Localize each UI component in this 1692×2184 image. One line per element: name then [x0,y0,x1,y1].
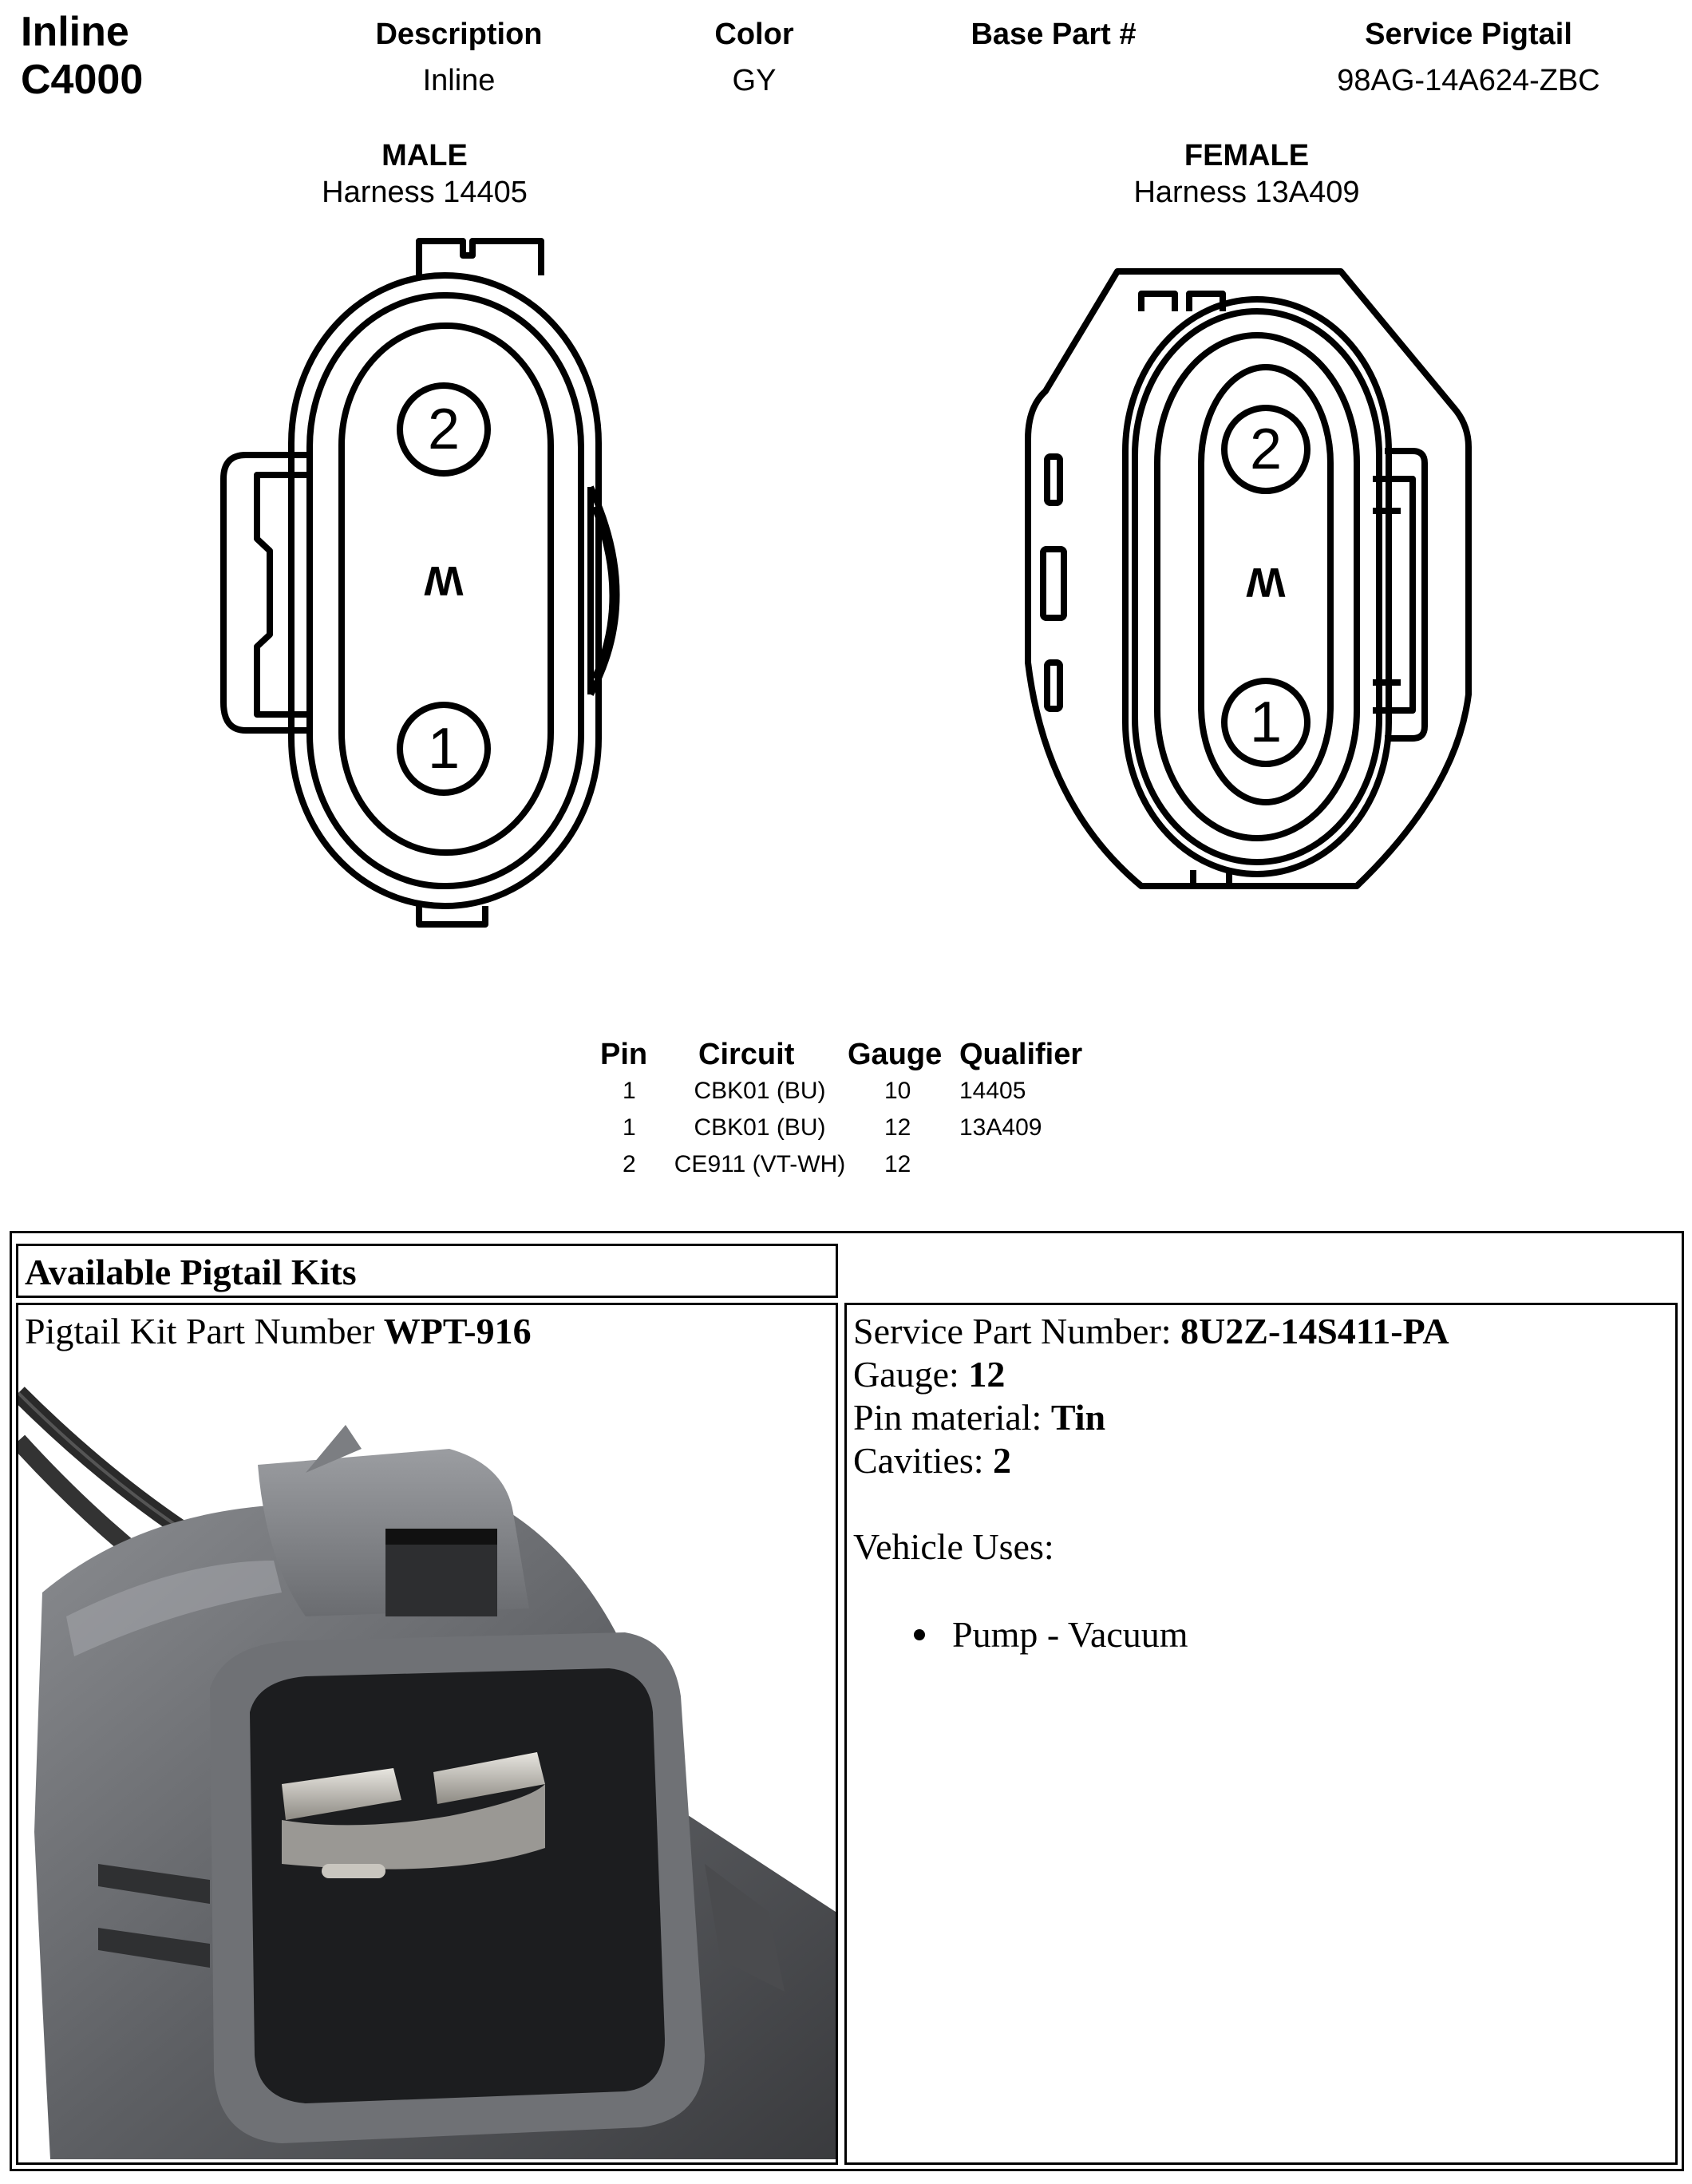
table-row [591,1114,1117,1151]
service-part-line [853,1310,1669,1353]
pin-material-line [853,1396,1669,1439]
gauge-cell: 10 [884,1078,911,1104]
pin-cell: 1 [623,1078,636,1104]
male-pin-2-label: 2 [427,398,461,461]
pigtail-kit-photo [18,1353,836,2159]
female-label: FEMALE [1184,139,1310,172]
pin-cell: 1 [623,1114,636,1141]
base-part-header: Base Part # [971,18,1137,51]
vehicle-use-label: Pump - Vacuum [952,1614,1188,1655]
bullet-icon [914,1629,925,1640]
description-header: Description [375,18,543,51]
service-part-number: 8U2Z-14S411-PA [1180,1311,1449,1351]
vehicle-use-item [853,1613,1669,1656]
service-part-cell [844,1303,1678,2165]
female-connector-diagram [1022,247,1477,942]
pin-material-value: Tin [1050,1397,1106,1438]
male-connector-diagram [208,231,654,950]
cavities-value: 2 [993,1440,1012,1481]
pigtail-kits-title-cell [16,1244,838,1298]
pin-table-header [591,1038,1117,1078]
gauge-value: 12 [968,1354,1006,1395]
color-header: Color [714,18,794,51]
female-harness: Harness 13A409 [1133,176,1360,209]
qualifier-cell: 13A409 [959,1114,1042,1141]
qualifier-column-header: Qualifier [959,1038,1083,1071]
female-pin-1-label: 1 [1249,690,1283,754]
service-part-label: Service Part Number: [853,1311,1172,1351]
gauge-line [853,1353,1669,1396]
male-harness: Harness 14405 [322,176,528,209]
circuit-cell: CBK01 (BU) [694,1078,826,1104]
circuit-cell: CE911 (VT-WH) [674,1151,846,1177]
gauge-cell: 12 [884,1151,911,1177]
gauge-cell: 12 [884,1114,911,1141]
male-label: MALE [381,139,468,172]
pin-cell: 2 [623,1151,636,1177]
table-row [591,1151,1117,1188]
circuit-cell: CBK01 (BU) [694,1114,826,1141]
connector-id: C4000 [21,57,144,103]
qualifier-cell: 14405 [959,1078,1026,1104]
service-pigtail-header: Service Pigtail [1365,18,1572,51]
circuit-column-header: Circuit [698,1038,795,1071]
pin-table [591,1038,1117,1188]
color-value: GY [732,64,777,97]
female-orientation-mark: W [1246,559,1286,605]
vehicle-uses-heading: Vehicle Uses: [853,1526,1054,1567]
male-pin-1-label: 1 [427,717,461,781]
pin-material-label: Pin material: [853,1397,1042,1438]
table-row [591,1078,1117,1114]
pigtail-kits-title: Available Pigtail Kits [25,1252,357,1292]
female-pin-2-label: 2 [1249,417,1283,481]
service-pigtail-value: 98AG-14A624-ZBC [1337,64,1600,97]
connector-name [21,8,143,104]
description-value: Inline [422,64,496,97]
connector-type: Inline [21,9,129,55]
cavities-line [853,1439,1669,1482]
male-orientation-mark: W [424,557,464,603]
gauge-label: Gauge: [853,1354,959,1395]
pigtail-kit-number: WPT-916 [383,1311,532,1351]
pigtail-kit-heading [18,1305,836,1353]
gauge-column-header: Gauge [848,1038,943,1071]
cavities-label: Cavities: [853,1440,984,1481]
pigtail-kit-cell [16,1303,838,2165]
pin-column-header: Pin [600,1038,648,1071]
pigtail-kit-label: Pigtail Kit Part Number [25,1311,375,1351]
